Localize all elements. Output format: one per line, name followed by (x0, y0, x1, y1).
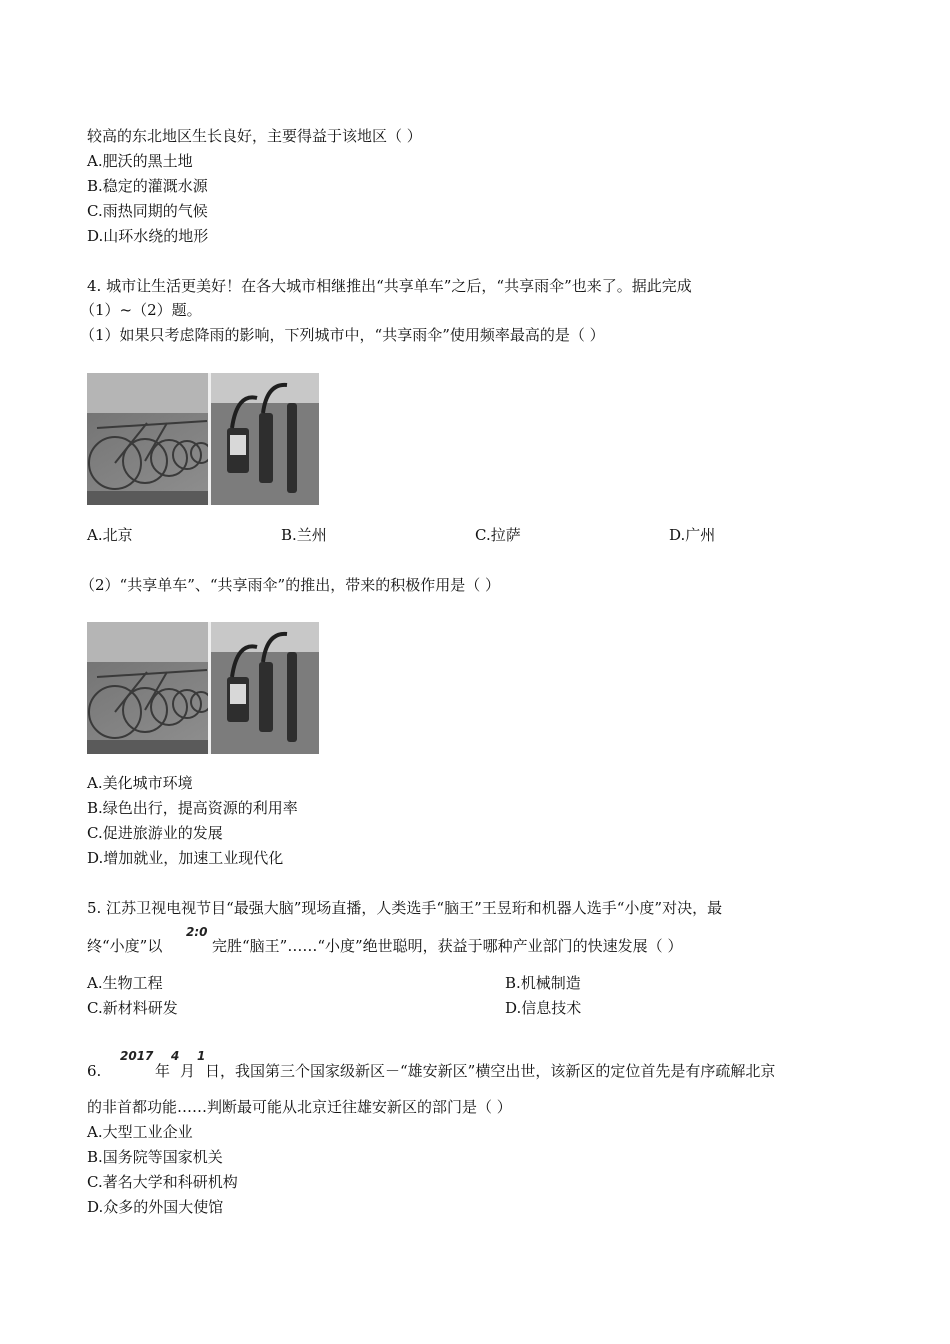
q6-year-char: 年 (155, 1062, 171, 1080)
q3-option-b: B.稳定的灌溉水源 (87, 177, 208, 195)
shared-bike-umbrella-photo-1 (87, 373, 319, 505)
q4-sub2-option-a: A.美化城市环境 (87, 774, 193, 792)
q6-option-c: C.著名大学和科研机构 (87, 1173, 238, 1191)
q4-sub1-option-a: A.北京 (87, 526, 133, 544)
q6-number: 6. (87, 1062, 102, 1080)
q6-stem-line1-rest: 日，我国第三个国家级新区－“雄安新区”横空出世，该新区的定位首先是有序疏解北京 (205, 1062, 776, 1080)
q4-sub1-question: （1）如果只考虑降雨的影响，下列城市中，“共享雨伞”使用频率最高的是（ ） (80, 326, 605, 344)
q3-option-a: A.肥沃的黑土地 (87, 152, 193, 170)
q4-sub2-question: （2）“共享单车”、“共享雨伞”的推出，带来的积极作用是（ ） (80, 576, 500, 594)
q6-option-a: A.大型工业企业 (87, 1123, 193, 1141)
q4-sub1-option-c: C.拉萨 (475, 526, 521, 544)
q4-sub1-option-b: B.兰州 (281, 526, 327, 544)
q4-sub2-option-d: D.增加就业，加速工业现代化 (87, 849, 284, 867)
q6-year: 2017 (120, 1049, 154, 1063)
q5-option-c: C.新材料研发 (87, 999, 178, 1017)
q5-option-d: D.信息技术 (505, 999, 582, 1017)
q6-month: 4 (171, 1049, 180, 1063)
q6-day: 1 (197, 1049, 206, 1063)
q3-option-c: C.雨热同期的气候 (87, 202, 208, 220)
q5-stem-line2-end: 完胜“脑王”……“小度”绝世聪明，获益于哪种产业部门的快速发展（ ） (212, 937, 683, 955)
q4-stem-line1: 4. 城市让生活更美好！在各大城市相继推出“共享单车”之后，“共享雨伞”也来了。据此完成 (87, 277, 692, 295)
q5-score: 2:0 (186, 925, 208, 939)
q4-sub2-option-b: B.绿色出行，提高资源的利用率 (87, 799, 298, 817)
q6-option-b: B.国务院等国家机关 (87, 1148, 223, 1166)
shared-bike-umbrella-photo-2 (87, 622, 319, 754)
q6-month-char: 月 (180, 1062, 196, 1080)
q4-stem-line2: （1）~（2）题。 (80, 301, 202, 319)
q6-stem-line2: 的非首都功能……判断最可能从北京迁往雄安新区的部门是（ ） (87, 1098, 512, 1116)
q5-option-a: A.生物工程 (87, 974, 163, 992)
q5-stem-line1: 5. 江苏卫视电视节目“最强大脑”现场直播，人类选手“脑王”王昱珩和机器人选手“小度”对决，最 (87, 899, 723, 917)
q6-option-d: D.众多的外国大使馆 (87, 1198, 224, 1216)
q4-sub1-option-d: D.广州 (669, 526, 716, 544)
q5-stem-line2-start: 终“小度”以 (87, 937, 163, 955)
q4-sub2-option-c: C.促进旅游业的发展 (87, 824, 223, 842)
q5-option-b: B.机械制造 (505, 974, 581, 992)
q3-stem-tail: 较高的东北地区生长良好，主要得益于该地区（ ） (87, 127, 422, 145)
q3-option-d: D.山环水绕的地形 (87, 227, 209, 245)
